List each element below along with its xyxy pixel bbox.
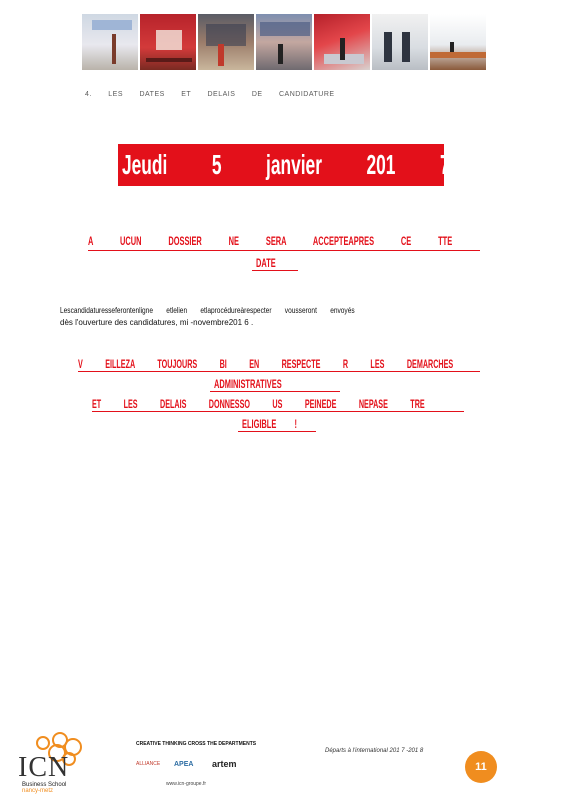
header-photo-strip [82,14,486,70]
header-photo [372,14,428,70]
notice-line: A UCUN DOSSIER NE SERA ACCEPTEAPRES CE TTE [88,234,453,248]
logo-subtitle: nancy-metz [22,788,54,794]
underline [210,391,340,392]
header-photo [314,14,370,70]
page-number: 11 [465,751,497,783]
body-line: Lescandidaturesseferontenligne etlelien etlaprocédureàrespecter vousseront envoyés [60,306,355,315]
partners-block [136,741,266,793]
icn-logo-text: ICN [18,752,70,783]
notice-line: ADMINISTRATIVES [214,377,282,391]
header-photo [430,14,486,70]
header-photo [198,14,254,70]
body-line: dès l'ouverture des candidatures, mi -novembre201 6 . [60,318,254,327]
partner-logo-alliance: ALLIANCE [136,761,161,767]
notice-line: DATE [256,256,276,270]
footer-reference: Départs à l'international 201 7 -201 8 [325,748,424,754]
logo-subtitle: Business School [22,782,67,788]
underline [78,371,480,372]
icn-logo [6,732,96,794]
partner-logo-apea: APEA [174,761,194,768]
notice-line: ELIGIBLE ! [242,417,297,431]
underline [88,250,480,251]
partners-caption: CREATIVE THINKING CROSS THE DEPARTMENTS [136,741,257,747]
notice-line: V EILLEZA TOUJOURS BI EN RESPECTE R LES DEMARCHES [78,357,454,371]
deadline-date: Jeudi 5 janvier 201 7 [122,149,450,180]
header-photo [82,14,138,70]
date-banner [118,144,450,186]
partner-logo-artem: artem [212,759,237,769]
notice-line: ET LES DELAIS DONNESSO US PEINEDE NEPASE TRE [92,397,425,411]
underline [252,270,298,271]
header-photo [256,14,312,70]
website-link[interactable]: www.icn-groupe.fr [166,781,207,787]
underline [92,411,464,412]
header-photo [140,14,196,70]
underline [238,431,316,432]
section-heading: 4. LES DATES ET DELAIS DE CANDIDATURE [85,91,335,98]
